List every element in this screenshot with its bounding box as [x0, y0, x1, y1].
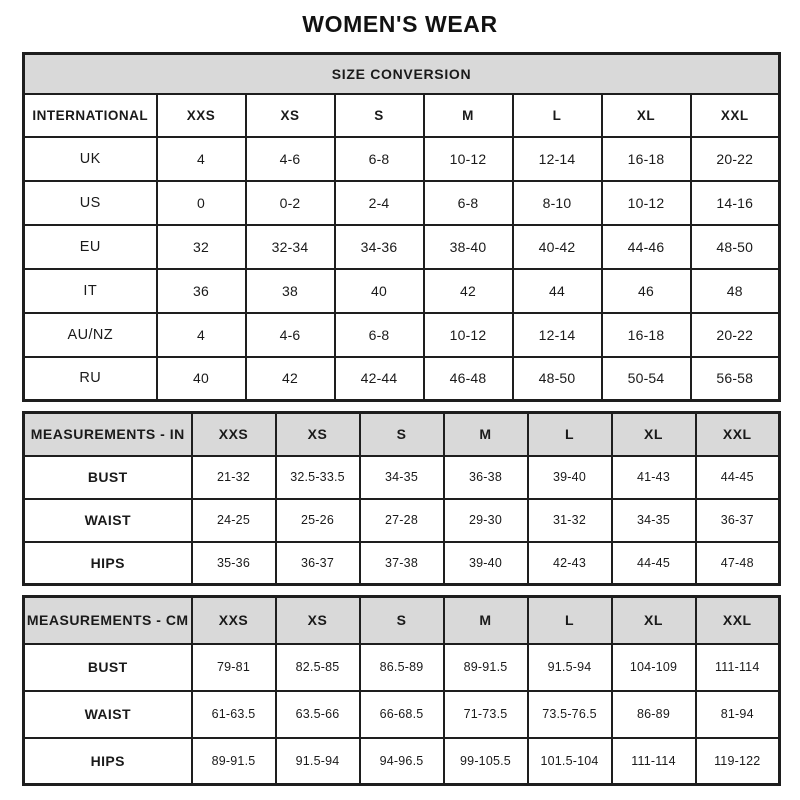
value-cell: 4-6	[246, 137, 335, 181]
value-cell: 32.5-33.5	[276, 456, 360, 499]
value-cell: 12-14	[513, 313, 602, 357]
row-label: BUST	[24, 644, 192, 691]
table-row	[24, 137, 780, 181]
value-cell: 63.5-66	[276, 691, 360, 738]
value-cell: 82.5-85	[276, 644, 360, 691]
page-title: WOMEN'S WEAR	[302, 11, 498, 37]
column-header-xxs: XXS	[192, 413, 276, 456]
value-cell: 10-12	[602, 181, 691, 225]
table-row	[24, 738, 780, 785]
value-cell: 61-63.5	[192, 691, 276, 738]
table-banner: SIZE CONVERSION	[24, 54, 780, 94]
column-header-s: S	[360, 597, 444, 644]
value-cell: 42-44	[335, 357, 424, 401]
column-header-xxs: XXS	[192, 597, 276, 644]
value-cell: 44-45	[612, 542, 696, 585]
table-row	[24, 225, 780, 269]
value-cell: 31-32	[528, 499, 612, 542]
value-cell: 40	[335, 269, 424, 313]
value-cell: 50-54	[602, 357, 691, 401]
value-cell: 86.5-89	[360, 644, 444, 691]
table-row	[24, 499, 780, 542]
value-cell: 0	[157, 181, 246, 225]
table-label-header: MEASUREMENTS - IN	[24, 413, 192, 456]
value-cell: 37-38	[360, 542, 444, 585]
value-cell: 48-50	[691, 225, 780, 269]
value-cell: 0-2	[246, 181, 335, 225]
row-label: AU/NZ	[24, 313, 157, 357]
value-cell: 89-91.5	[192, 738, 276, 785]
value-cell: 16-18	[602, 313, 691, 357]
value-cell: 89-91.5	[444, 644, 528, 691]
value-cell: 4	[157, 313, 246, 357]
row-label: RU	[24, 357, 157, 401]
column-header-xl: XL	[612, 597, 696, 644]
tables-container	[22, 52, 778, 786]
value-cell: 66-68.5	[360, 691, 444, 738]
row-label: US	[24, 181, 157, 225]
row-label: IT	[24, 269, 157, 313]
table-row	[24, 313, 780, 357]
value-cell: 42-43	[528, 542, 612, 585]
value-cell: 71-73.5	[444, 691, 528, 738]
value-cell: 10-12	[424, 313, 513, 357]
value-cell: 12-14	[513, 137, 602, 181]
value-cell: 46	[602, 269, 691, 313]
value-cell: 81-94	[696, 691, 780, 738]
row-label: HIPS	[24, 542, 192, 585]
column-header-m: M	[424, 94, 513, 137]
table-row	[24, 691, 780, 738]
measurements-cm-table	[22, 595, 778, 786]
table-label-header: INTERNATIONAL	[24, 94, 157, 137]
row-label: UK	[24, 137, 157, 181]
row-label: WAIST	[24, 499, 192, 542]
value-cell: 6-8	[335, 313, 424, 357]
value-cell: 25-26	[276, 499, 360, 542]
column-header-xl: XL	[602, 94, 691, 137]
value-cell: 79-81	[192, 644, 276, 691]
column-header-s: S	[360, 413, 444, 456]
value-cell: 16-18	[602, 137, 691, 181]
value-cell: 42	[246, 357, 335, 401]
column-header-s: S	[335, 94, 424, 137]
row-label: EU	[24, 225, 157, 269]
table-row	[24, 181, 780, 225]
value-cell: 104-109	[612, 644, 696, 691]
value-cell: 6-8	[424, 181, 513, 225]
value-cell: 36	[157, 269, 246, 313]
column-header-m: M	[444, 413, 528, 456]
value-cell: 39-40	[444, 542, 528, 585]
table-label-header: MEASUREMENTS - CM	[24, 597, 192, 644]
value-cell: 44-45	[696, 456, 780, 499]
column-header-xxs: XXS	[157, 94, 246, 137]
table-row	[24, 542, 780, 585]
value-cell: 94-96.5	[360, 738, 444, 785]
table-row	[24, 644, 780, 691]
value-cell: 34-35	[612, 499, 696, 542]
value-cell: 56-58	[691, 357, 780, 401]
column-header-xl: XL	[612, 413, 696, 456]
value-cell: 111-114	[612, 738, 696, 785]
value-cell: 48	[691, 269, 780, 313]
table-row	[24, 456, 780, 499]
value-cell: 14-16	[691, 181, 780, 225]
row-label: WAIST	[24, 691, 192, 738]
value-cell: 29-30	[444, 499, 528, 542]
value-cell: 35-36	[192, 542, 276, 585]
value-cell: 48-50	[513, 357, 602, 401]
value-cell: 36-37	[696, 499, 780, 542]
size-conversion-table	[22, 52, 778, 402]
value-cell: 4-6	[246, 313, 335, 357]
column-header-l: L	[528, 597, 612, 644]
value-cell: 6-8	[335, 137, 424, 181]
row-label: HIPS	[24, 738, 192, 785]
table-row	[24, 357, 780, 401]
column-header-m: M	[444, 597, 528, 644]
value-cell: 111-114	[696, 644, 780, 691]
value-cell: 21-32	[192, 456, 276, 499]
value-cell: 20-22	[691, 137, 780, 181]
value-cell: 10-12	[424, 137, 513, 181]
column-header-xxl: XXL	[696, 413, 780, 456]
value-cell: 4	[157, 137, 246, 181]
value-cell: 38	[246, 269, 335, 313]
column-header-xs: XS	[246, 94, 335, 137]
column-header-xxl: XXL	[696, 597, 780, 644]
value-cell: 27-28	[360, 499, 444, 542]
row-label: BUST	[24, 456, 192, 499]
value-cell: 34-36	[335, 225, 424, 269]
value-cell: 44	[513, 269, 602, 313]
column-header-l: L	[513, 94, 602, 137]
value-cell: 36-38	[444, 456, 528, 499]
column-header-xs: XS	[276, 413, 360, 456]
value-cell: 20-22	[691, 313, 780, 357]
value-cell: 2-4	[335, 181, 424, 225]
value-cell: 24-25	[192, 499, 276, 542]
value-cell: 99-105.5	[444, 738, 528, 785]
value-cell: 101.5-104	[528, 738, 612, 785]
value-cell: 36-37	[276, 542, 360, 585]
value-cell: 42	[424, 269, 513, 313]
value-cell: 34-35	[360, 456, 444, 499]
value-cell: 47-48	[696, 542, 780, 585]
value-cell: 32	[157, 225, 246, 269]
value-cell: 38-40	[424, 225, 513, 269]
value-cell: 119-122	[696, 738, 780, 785]
measurements-in-table	[22, 411, 778, 586]
column-header-l: L	[528, 413, 612, 456]
value-cell: 39-40	[528, 456, 612, 499]
value-cell: 32-34	[246, 225, 335, 269]
value-cell: 40	[157, 357, 246, 401]
value-cell: 86-89	[612, 691, 696, 738]
value-cell: 73.5-76.5	[528, 691, 612, 738]
value-cell: 40-42	[513, 225, 602, 269]
column-header-xxl: XXL	[691, 94, 780, 137]
table-row	[24, 269, 780, 313]
value-cell: 8-10	[513, 181, 602, 225]
value-cell: 41-43	[612, 456, 696, 499]
value-cell: 44-46	[602, 225, 691, 269]
value-cell: 91.5-94	[528, 644, 612, 691]
value-cell: 46-48	[424, 357, 513, 401]
column-header-xs: XS	[276, 597, 360, 644]
value-cell: 91.5-94	[276, 738, 360, 785]
